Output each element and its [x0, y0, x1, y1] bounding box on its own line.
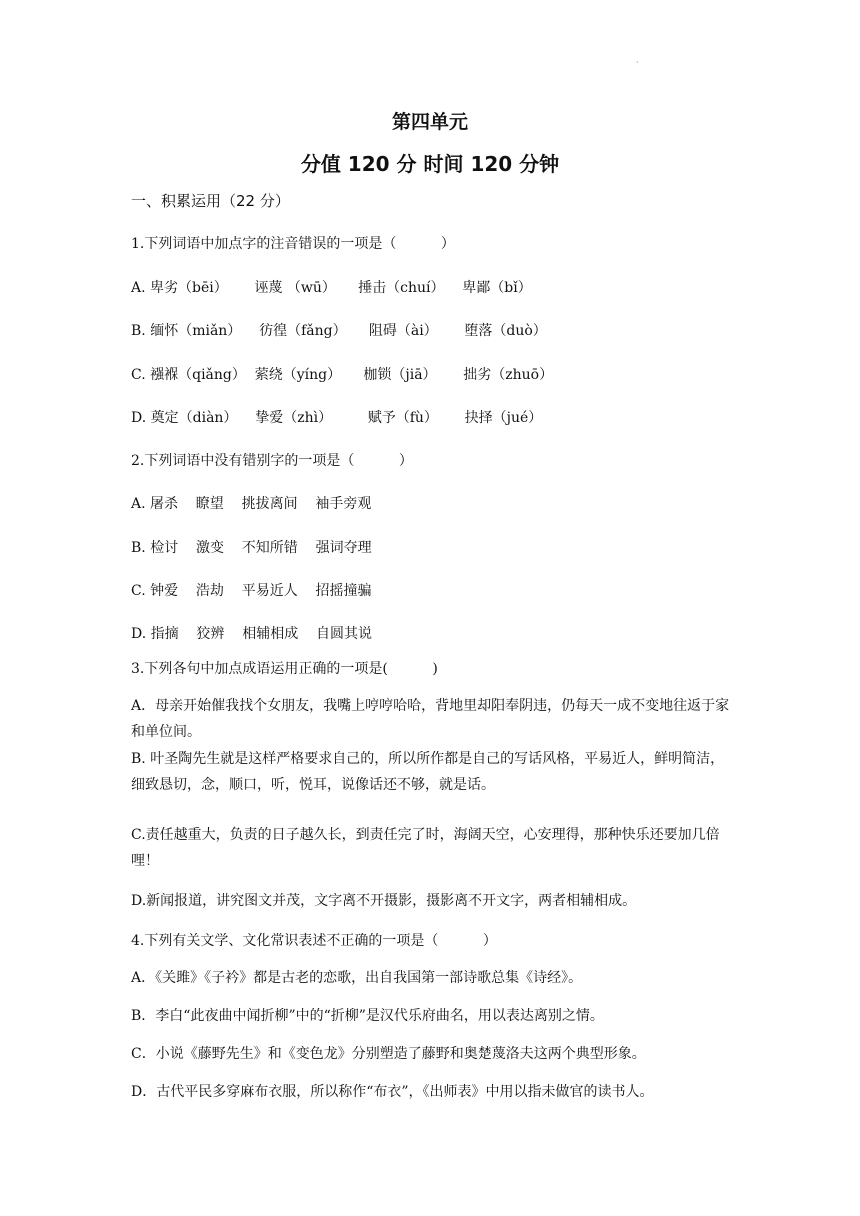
question-4-option-b: B．李白“此夜曲中闻折柳”中的“折柳”是汉代乐府曲名，用以表达离别之情。	[131, 1008, 604, 1024]
question-4-option-a: A．《关雎》《子衿》都是古老的恋歌，出自我国第一部诗歌总集《诗经》。	[131, 970, 583, 986]
question-3-option-c: C.责任越重大，负责的日子越久长，到责任完了时，海阔天空，心安理得，那种快乐还要加几倍哩！	[131, 827, 720, 869]
question-2-option-d: D. 指摘 狡辨 相辅相成 自圆其说	[131, 626, 373, 642]
question-1-option-d: D. 奠定（diàn） 挚爱（zhì） 赋予（fù） 抉择（jué）	[131, 410, 543, 426]
question-1-option-b: B. 缅怀（miǎn） 彷徨（fǎng） 阻碍（ài） 堕落（duò）	[131, 323, 547, 339]
question-2-option-a: A. 屠杀 瞭望 挑拔离间 袖手旁观	[131, 496, 372, 512]
question-2-option-b: B. 检讨 激变 不知所错 强词夺理	[131, 540, 372, 556]
question-2-option-c: C. 钟爱 浩劫 平易近人 招摇撞骗	[131, 583, 372, 599]
page-title: 第四单元	[391, 111, 468, 133]
question-4-stem: 4.下列有关文学、文化常识表述不正确的一项是（ ）	[131, 933, 497, 949]
question-4-option-d: D．古代平民多穿麻布衣服，所以称作“布衣”，《出师表》中用以指未做官的读书人。	[131, 1084, 654, 1100]
question-3-stem: 3.下列各句中加点成语运用正确的一项是( )	[131, 661, 438, 677]
section-heading: 一、积累运用（22 分）	[131, 192, 290, 210]
page-mark: ·	[636, 58, 639, 67]
question-3-option-a: A．母亲开始催我找个女朋友，我嘴上哼哼哈哈，背地里却阳奉阴违，仍每天一成不变地往返于家和单位间。	[131, 698, 730, 740]
question-3-option-d: D.新闻报道，讲究图文并茂，文字离不开摄影，摄影离不开文字，两者相辅相成。	[131, 893, 637, 909]
question-1-stem: 1.下列词语中加点字的注音错误的一项是（ ）	[131, 236, 455, 252]
question-1-option-c: C. 襁褓（qiǎng） 萦绕（yíng） 枷锁（jiā） 拙劣（zhuō）	[131, 367, 554, 383]
question-4-option-c: C．小说《藤野先生》和《变色龙》分别塑造了藤野和奥楚蔑洛夫这两个典型形象。	[131, 1046, 646, 1062]
question-1-option-a: A. 卑劣（bēi） 诬蔑 （wū） 捶击（chuí） 卑鄙（bǐ）	[131, 280, 532, 296]
question-3-option-b: B. 叶圣陶先生就是这样严格要求自己的，所以所作都是自己的写话风格，平易近人，鲜明简洁，细致恳切，念，顺口，听，悦耳，说像话还不够，就是话。	[131, 751, 725, 793]
question-2-stem: 2.下列词语中没有错别字的一项是（ ）	[131, 453, 413, 469]
page-subtitle: 分值 120 分 时间 120 分钟	[300, 152, 560, 176]
